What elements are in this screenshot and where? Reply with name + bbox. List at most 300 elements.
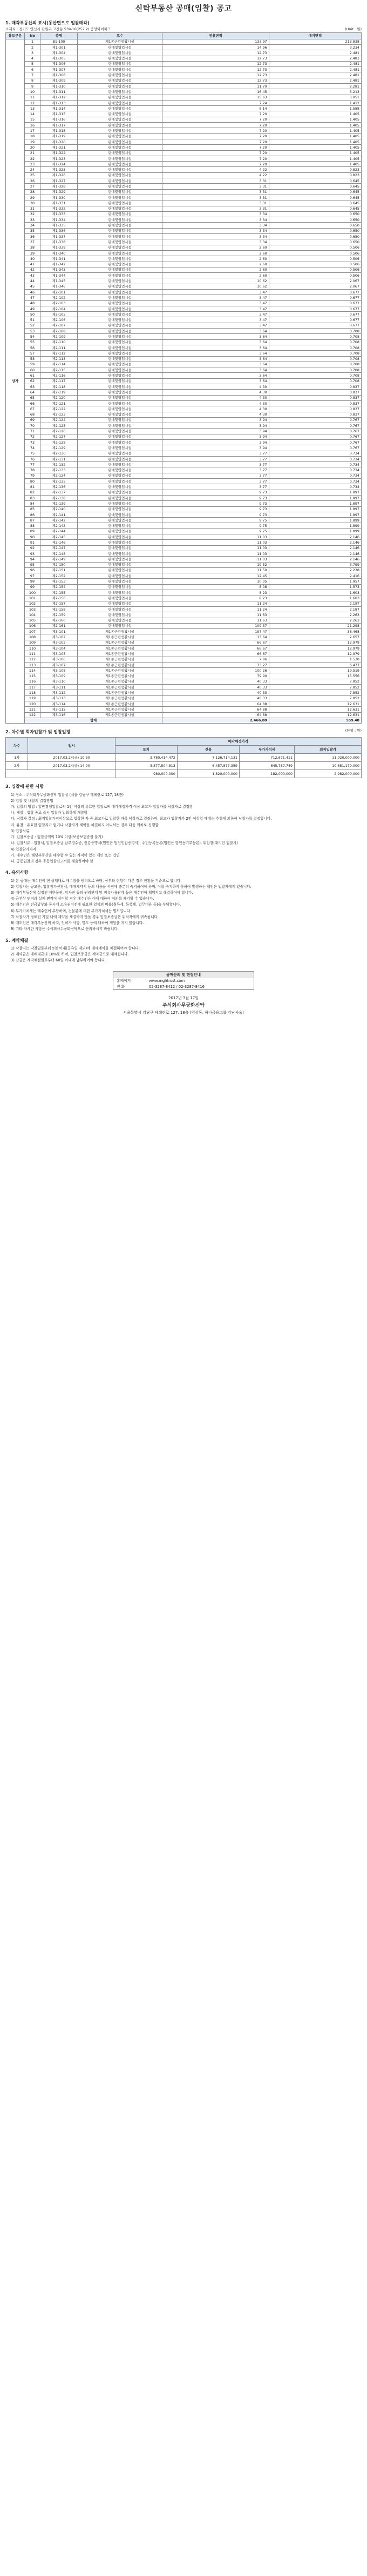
cell-no: 10: [25, 89, 40, 95]
cell-floor: 제1-318: [40, 128, 78, 133]
table-row: [6, 362, 362, 367]
cell-use: 판매및영업시설: [78, 133, 162, 139]
note-paragraph: 나. 입찰서류 : 입찰서, 입찰보증금 납부영수증, 인감증명서(법인은 법인인감증명서), 주민등록등본(법인은 법인등기부등본), 위임장(대리인 입찰시): [11, 841, 238, 846]
cell-use: 판매및영업시설: [78, 440, 162, 445]
cell-use: 판매및영업시설: [78, 501, 162, 506]
cell-land: 1.405: [269, 145, 361, 150]
cell-floor: 제1-324: [40, 162, 78, 167]
cell-no: 20: [25, 145, 40, 150]
cell-area: 7.20: [162, 117, 269, 122]
table-row: [6, 334, 362, 339]
cell-land: 2.481: [269, 72, 361, 78]
cell-use: 판매및영업시설: [78, 356, 162, 362]
table-row: [6, 223, 362, 228]
cell-area: 19.52: [162, 562, 269, 567]
table-row: [6, 211, 362, 217]
cell-land: 1.573: [269, 584, 361, 590]
cell-amount: 1,820,000,000: [177, 770, 239, 778]
note-paragraph: 라. 유찰 : 유효한 입찰자가 없거나 낙찰자가 계약을 체결하지 아니하는 경우 다음 회차로 진행함: [11, 822, 159, 827]
table-row: [6, 651, 362, 657]
sched-col-group: 매각예정가격: [115, 738, 361, 746]
cell-use: 판매및영업시설: [78, 189, 162, 195]
cell-no: 68: [25, 412, 40, 417]
cell-land: 0.734: [269, 484, 361, 490]
cell-no: 85: [25, 506, 40, 512]
table-row: [6, 278, 362, 284]
cell-no: 98: [25, 579, 40, 584]
cell-use: 제1종근린생활시설: [78, 690, 162, 695]
cell-floor: 제1-307: [40, 67, 78, 72]
table-row: [6, 673, 362, 679]
cell-area: 3.64: [162, 367, 269, 373]
table-row: [6, 123, 362, 128]
cell-amount: 6,457,877,359: [177, 762, 239, 770]
cell-no: 1: [25, 39, 40, 44]
table-row: [6, 378, 362, 384]
cell-floor: 제3-102: [40, 634, 78, 640]
section3-heading: 3. 입찰에 관한 사항: [5, 784, 44, 789]
cell-amount: 980,000,000: [115, 770, 177, 778]
note-paragraph: 가. 입찰의 방법 : 일반경쟁입찰로써 1인 이상의 유효한 입찰로써 매각예정가격 이상 최고가 입찰자를 낙찰자로 결정함: [11, 804, 193, 809]
cell-no: 92: [25, 545, 40, 551]
cell-floor: 제2-152: [40, 573, 78, 579]
cell-area: 7.20: [162, 150, 269, 156]
table-row: [6, 462, 362, 467]
cell-floor: 제1-312: [40, 95, 78, 100]
cell-use: 판매및영업시설: [78, 106, 162, 111]
cell-floor: 제2-141: [40, 512, 78, 517]
cell-no: 73: [25, 440, 40, 445]
property-table: [5, 32, 362, 724]
cell-land: 0.677: [269, 289, 361, 295]
table-row: [6, 306, 362, 311]
section2-heading: 2. 차수별 회차입찰가 및 입찰일정: [5, 730, 71, 735]
cell-no: 25: [25, 172, 40, 178]
note-paragraph: 2) 입찰 및 내찰의 결정방법: [11, 798, 53, 803]
cell-use: 판매및영업시설: [78, 540, 162, 545]
cell-area: 3.47: [162, 312, 269, 317]
cell-floor: 제1-329: [40, 189, 78, 195]
cell-floor: 제2-145: [40, 534, 78, 540]
table-row: [6, 596, 362, 601]
cell-land: 0.708: [269, 362, 361, 367]
section3-body: [5, 792, 362, 865]
cell-area: 3.64: [162, 345, 269, 350]
contact-label: 홈페이지: [117, 979, 131, 983]
cell-land: 3.234: [269, 44, 361, 50]
cell-no: 99: [25, 584, 40, 590]
cell-use: 판매및영업시설: [78, 256, 162, 262]
cell-floor: 제2-105: [40, 312, 78, 317]
cell-no: 54: [25, 334, 40, 339]
cell-floor: 제1-304: [40, 50, 78, 56]
cell-use: 판매및영업시설: [78, 334, 162, 339]
table-row: [6, 473, 362, 478]
cell-floor: 제1-343: [40, 267, 78, 272]
cell-area: 8.08: [162, 584, 269, 590]
table-row: [6, 100, 362, 105]
table-row: [6, 456, 362, 461]
cell-land: 2.481: [269, 67, 361, 72]
cell-floor: 제2-142: [40, 518, 78, 523]
cell-land: 0.506: [269, 262, 361, 267]
cell-land: 0.650: [269, 223, 361, 228]
cell-use: 판매및영업시설: [78, 78, 162, 83]
cell-floor: 제2-118: [40, 384, 78, 390]
cell-area: 13.64: [162, 634, 269, 640]
cell-area: 79.90: [162, 673, 269, 679]
cell-no: 3: [25, 50, 40, 56]
cell-area: 12.73: [162, 50, 269, 56]
cell-land: 1.412: [269, 100, 361, 105]
cell-land: 0.677: [269, 306, 361, 311]
total-label: 합계: [25, 718, 162, 723]
cell-use: 판매및영업시설: [78, 167, 162, 172]
cell-area: 66.67: [162, 640, 269, 645]
cell-no: 74: [25, 445, 40, 451]
cell-no: 33: [25, 217, 40, 223]
cell-area: 4.30: [162, 412, 269, 417]
cell-land: 2.187: [269, 606, 361, 612]
unit-text: (Unit : 원): [345, 26, 362, 31]
cell-use: 판매및영업시설: [78, 123, 162, 128]
cell-area: 133.97: [162, 39, 269, 44]
cell-floor: 제1-344: [40, 273, 78, 278]
table-row: [6, 417, 362, 423]
cell-area: 7.20: [162, 156, 269, 161]
cell-no: 7: [25, 72, 40, 78]
cell-floor: 제1-310: [40, 84, 78, 89]
cell-no: 28: [25, 189, 40, 195]
cell-no: 19: [25, 139, 40, 144]
cell-area: 3.64: [162, 334, 269, 339]
table-row: [6, 406, 362, 412]
cell-area: 40.33: [162, 690, 269, 695]
cell-use: 판매및영업시설: [78, 278, 162, 284]
table-row: [6, 579, 362, 584]
cell-no: 84: [25, 501, 40, 506]
cell-area: 12.73: [162, 67, 269, 72]
cell-no: 77: [25, 462, 40, 467]
cell-floor: 제1-333: [40, 211, 78, 217]
cell-area: 3.34: [162, 239, 269, 245]
footer-address: 서울특별시 강남구 테헤란로 127, 18층 (역삼동, 하나금융그룹 강남사옥): [123, 1011, 244, 1015]
cell-area: 33.27: [162, 662, 269, 667]
cell-floor: 제1-317: [40, 123, 78, 128]
cell-land: 2.481: [269, 61, 361, 66]
cell-land: 0.506: [269, 245, 361, 250]
cell-no: 104: [25, 612, 40, 618]
table-row: [6, 44, 362, 50]
cell-use: 제1종근린생활시설: [78, 707, 162, 712]
cell-area: 7.20: [162, 123, 269, 128]
table-row: [6, 451, 362, 456]
cell-use: 판매및영업시설: [78, 84, 162, 89]
cell-floor: 제2-109: [40, 334, 78, 339]
table-row: [6, 367, 362, 373]
cell-use: 판매및영업시설: [78, 400, 162, 406]
cell-no: 67: [25, 406, 40, 412]
table-row: [6, 501, 362, 506]
cell-land: 2.067: [269, 284, 361, 289]
sched-col-round: 차수: [6, 738, 28, 754]
cell-land: 0.708: [269, 373, 361, 378]
cell-use: 판매및영업시설: [78, 156, 162, 161]
cell-floor: 제2-148: [40, 551, 78, 556]
cell-use: 판매및영업시설: [78, 562, 162, 567]
table-row: [6, 95, 362, 100]
cell-land: 2.146: [269, 534, 361, 540]
cell-floor: 제2-127: [40, 434, 78, 439]
cell-floor: 제1-323: [40, 156, 78, 161]
cell-use: 제1종근린생활시설: [78, 634, 162, 640]
cell-no: 86: [25, 512, 40, 517]
cell-floor: 제1-335: [40, 223, 78, 228]
total-land: 559.48: [269, 718, 361, 723]
cell-area: 10.05: [162, 579, 269, 584]
cell-area: 4.22: [162, 167, 269, 172]
cell-land: 0.645: [269, 184, 361, 189]
cell-floor: 제2-129: [40, 445, 78, 451]
schedule-row: [6, 754, 362, 762]
cell-floor: 제2-153: [40, 579, 78, 584]
cell-area: 8.23: [162, 590, 269, 596]
cell-land: 0.708: [269, 329, 361, 334]
cell-use: 판매및영업시설: [78, 395, 162, 400]
cell-use: 판매및영업시설: [78, 250, 162, 256]
cell-land: 0.677: [269, 317, 361, 323]
cell-use: 판매및영업시설: [78, 573, 162, 579]
table-row: [6, 623, 362, 628]
cell-land: 0.677: [269, 295, 361, 300]
section4-heading: 4. 유의사항: [5, 870, 29, 875]
note-paragraph: 1) 본 공매는 매수인이 현 상태대로 매수함을 원칙으로 하며, 공부와 현황이 다른 경우 현황을 기준으로 합니다.: [11, 878, 182, 883]
table-row: [6, 156, 362, 161]
cell-use: 판매및영업시설: [78, 434, 162, 439]
cell-use: 판매및영업시설: [78, 612, 162, 618]
table-row: [6, 551, 362, 556]
cell-no: 8: [25, 78, 40, 83]
cell-no: 111: [25, 651, 40, 657]
cell-amount: 2,982,000,000: [295, 770, 362, 778]
cell-no: 17: [25, 128, 40, 133]
table-row: [6, 111, 362, 117]
cell-floor: 제1-322: [40, 150, 78, 156]
cell-use: 제1종근린생활시설: [78, 629, 162, 634]
note-paragraph: 1) 낙찰자는 낙찰일로부터 5일 이내(공휴일 제외)에 매매계약을 체결하여야 합니다.: [11, 946, 140, 951]
table-row: [6, 323, 362, 328]
cell-no: 44: [25, 278, 40, 284]
table-row: [6, 256, 362, 262]
cell-use: 판매및영업시설: [78, 406, 162, 412]
cell-floor: 제1-328: [40, 184, 78, 189]
cell-floor: 제1-313: [40, 100, 78, 105]
cell-land: 2.146: [269, 540, 361, 545]
cell-no: 65: [25, 395, 40, 400]
cell-no: 60: [25, 367, 40, 373]
cell-floor: 제2-112: [40, 351, 78, 356]
cell-floor: 제2-160: [40, 618, 78, 623]
cell-no: 46: [25, 289, 40, 295]
cell-floor: 제2-125: [40, 423, 78, 429]
footer: [5, 995, 362, 1016]
cell-use: 판매및영업시설: [78, 262, 162, 267]
cell-use: 제1종근린생활시설: [78, 712, 162, 718]
group-label: 상가: [6, 39, 25, 724]
cell-area: 9.75: [162, 518, 269, 523]
cell-amount: 7,126,714,131: [177, 754, 239, 762]
sched-col-building: 건물: [177, 746, 239, 754]
cell-use: 판매및영업시설: [78, 451, 162, 456]
cell-area: 2.60: [162, 262, 269, 267]
table-row: [6, 479, 362, 484]
cell-area: 8.23: [162, 596, 269, 601]
cell-use: 판매및영업시설: [78, 367, 162, 373]
cell-use: 판매및영업시설: [78, 606, 162, 612]
cell-land: 1.603: [269, 596, 361, 601]
cell-use: 판매및영업시설: [78, 223, 162, 228]
cell-no: 113: [25, 662, 40, 667]
table-row: [6, 206, 362, 211]
cell-area: 4.30: [162, 384, 269, 390]
cell-area: 3.77: [162, 467, 269, 473]
cell-area: 7.20: [162, 111, 269, 117]
cell-floor: 제2-126: [40, 429, 78, 434]
cell-use: 판매및영업시설: [78, 512, 162, 517]
cell-use: 제1종근린생활시설: [78, 651, 162, 657]
table-row: [6, 295, 362, 300]
cell-floor: 제2-138: [40, 495, 78, 500]
cell-use: 판매및영업시설: [78, 445, 162, 451]
table-row: [6, 351, 362, 356]
table-row: [6, 523, 362, 528]
cell-area: 4.30: [162, 406, 269, 412]
cell-land: 2.281: [269, 84, 361, 89]
cell-floor: 제3-106: [40, 657, 78, 662]
cell-area: 9.75: [162, 523, 269, 528]
cell-land: 0.677: [269, 312, 361, 317]
table-row: [6, 300, 362, 306]
cell-floor: 제1-345: [40, 278, 78, 284]
cell-area: 7.86: [162, 657, 269, 662]
table-row: [6, 128, 362, 133]
schedule-table: [5, 737, 362, 778]
table-row: [6, 195, 362, 200]
cell-floor: 제2-134: [40, 473, 78, 478]
cell-use: 판매및영업시설: [78, 456, 162, 461]
cell-no: 119: [25, 695, 40, 701]
cell-land: 0.650: [269, 234, 361, 239]
note-paragraph: 6) 부가가치세는 매수인이 부담하며, 건물분에 대한 부가가치세는 별도입니다.: [11, 908, 132, 913]
sched-col-land: 토지: [115, 746, 177, 754]
cell-no: 50: [25, 312, 40, 317]
cell-date: 2017.03.24(금) 14:00: [28, 762, 115, 770]
cell-use: 판매및영업시설: [78, 273, 162, 278]
cell-floor: 제2-103: [40, 300, 78, 306]
cell-land: 0.650: [269, 239, 361, 245]
cell-floor: 제3-111: [40, 685, 78, 690]
cell-floor: 제2-136: [40, 484, 78, 490]
cell-area: 12.73: [162, 72, 269, 78]
cell-no: 75: [25, 451, 40, 456]
note-paragraph: 나. 공동입찰의 경우 공동입찰신고서를 제출하여야 함: [11, 859, 93, 864]
table-row: [6, 133, 362, 139]
cell-area: 3.47: [162, 306, 269, 311]
table-row: [6, 106, 362, 111]
cell-use: 판매및영업시설: [78, 56, 162, 61]
table-row: [6, 423, 362, 429]
cell-use: 판매및영업시설: [78, 551, 162, 556]
section4-body: [5, 878, 362, 932]
note-paragraph: 1) 장소 : 주식회사무궁화신탁 입찰실 (서울 강남구 테헤란로 127, 18층): [11, 792, 124, 797]
cell-use: 판매및영업시설: [78, 95, 162, 100]
cell-area: 11.63: [162, 612, 269, 618]
cell-floor: 제3-105: [40, 651, 78, 657]
cell-floor: 제3-115: [40, 707, 78, 712]
cell-no: 70: [25, 423, 40, 429]
cell-floor: 제3-116: [40, 712, 78, 718]
cell-land: 0.734: [269, 451, 361, 456]
cell-no: 79: [25, 473, 40, 478]
total-row: [6, 718, 362, 723]
table-row: [6, 384, 362, 390]
cell-land: 2.146: [269, 545, 361, 551]
cell-amount: 3,577,504,813: [115, 762, 177, 770]
cell-no: 97: [25, 573, 40, 579]
cell-use: 판매및영업시설: [78, 579, 162, 584]
contact-header: 공매문의 및 현장안내: [113, 972, 254, 978]
cell-floor: 제2-151: [40, 567, 78, 573]
cell-floor: 제1-337: [40, 234, 78, 239]
cell-no: 12: [25, 100, 40, 105]
cell-area: 11.24: [162, 606, 269, 612]
cell-no: 87: [25, 518, 40, 523]
cell-amount: 182,000,000: [239, 770, 294, 778]
cell-use: 판매및영업시설: [78, 467, 162, 473]
cell-floor: 제2-111: [40, 345, 78, 350]
cell-no: 63: [25, 384, 40, 390]
contact-homepage-link[interactable]: www.mghtrust.com: [149, 979, 185, 983]
cell-area: 9.75: [162, 528, 269, 534]
cell-no: 101: [25, 596, 40, 601]
table-row: [6, 601, 362, 606]
cell-no: 62: [25, 378, 40, 384]
cell-no: 21: [25, 150, 40, 156]
table-row: [6, 685, 362, 690]
cell-area: 3.47: [162, 323, 269, 328]
schedule-table-body: [6, 754, 362, 778]
cell-land: 6.477: [269, 662, 361, 667]
cell-area: 3.77: [162, 456, 269, 461]
cell-no: 94: [25, 557, 40, 562]
cell-use: 판매및영업시설: [78, 557, 162, 562]
table-row: [6, 629, 362, 634]
cell-floor: 제2-101: [40, 289, 78, 295]
cell-land: 1.957: [269, 579, 361, 584]
table-row: [6, 72, 362, 78]
cell-use: 판매및영업시설: [78, 300, 162, 306]
cell-use: 판매및영업시설: [78, 312, 162, 317]
note-paragraph: 8) 매도인은 매각부동산의 하자, 인허가 사항, 명도 등에 대하여 책임을 지지 않습니다.: [11, 921, 144, 926]
cell-land: 0.767: [269, 429, 361, 434]
cell-empty: [6, 770, 115, 778]
table-row: [6, 712, 362, 718]
cell-no: 57: [25, 351, 40, 356]
table-row: [6, 139, 362, 144]
contact-phone: 02-3287-8412 / 02-3287-8416: [149, 984, 205, 989]
cell-use: 판매및영업시설: [78, 289, 162, 295]
cell-use: 판매및영업시설: [78, 111, 162, 117]
